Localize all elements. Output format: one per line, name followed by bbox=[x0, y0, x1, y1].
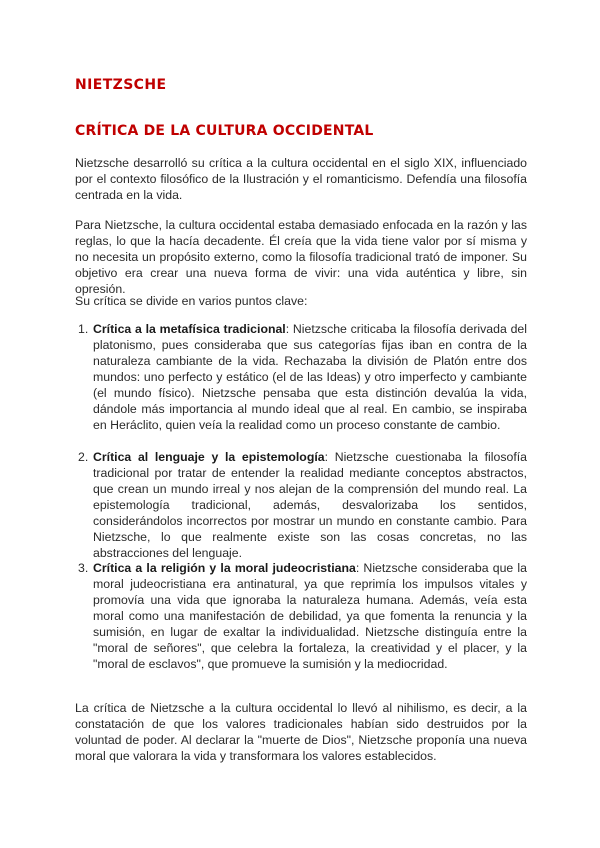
list-item-number: 1. bbox=[78, 322, 89, 336]
list-item-term: Crítica a la religión y la moral judeocristiana bbox=[93, 561, 356, 575]
list-item-number: 3. bbox=[78, 561, 89, 575]
list-item-term: Crítica a la metafísica tradicional bbox=[93, 322, 286, 336]
conclusion-paragraph: La crítica de Nietzsche a la cultura occidental lo llevó al nihilismo, es decir, a la constatación de que los valores tradicionales habían sido destruidos por la voluntad de poder. Al declarar la "muerte de Dios", Nietzsche proponía una nueva moral que valorara la vida y transformara los valores establecidos. bbox=[75, 701, 527, 763]
list-item-number: 2. bbox=[78, 450, 89, 464]
list-item-body: : Nietzsche criticaba la filosofía derivada del platonismo, pues consideraba que sus categorías fijas iban en contra de la naturaleza cambiante de la vida. Rechazaba la división de Platón entre dos mundos: uno perfecto y estático (el de las Ideas) y otro imperfecto y cambiante (el mundo físico). Nietzsche pensaba que esta distinción devalúa la vida, dándole más importancia al mundo ideal que al real. En cambio, se inspiraba en Heráclito, quien veía la realidad como un proceso constante de cambio. bbox=[93, 322, 527, 432]
list-item-text bbox=[93, 560, 527, 672]
list-item-text bbox=[93, 449, 527, 561]
document-title: NIETZSCHE bbox=[75, 77, 167, 93]
intro-paragraph: Nietzsche desarrolló su crítica a la cultura occidental en el siglo XIX, influenciado por el contexto filosófico de la Ilustración y el romanticismo. Defendía una filosofía centrada en la vida. bbox=[75, 156, 527, 202]
list-item-body: : Nietzsche consideraba que la moral judeocristiana era antinatural, ya que reprimía los impulsos vitales y promovía una vida que ignoraba la naturaleza humana. Además, veía esta moral como una manifestación de debilidad, ya que fomenta la renuncia y la sumisión, en lugar de exaltar la individualidad. Nietzsche distinguía entre la "moral de señores", que celebra la fortaleza, la creatividad y el placer, y la "moral de esclavos", que promueve la sumisión y la mediocridad. bbox=[93, 561, 527, 671]
context-paragraph: Para Nietzsche, la cultura occidental estaba demasiado enfocada en la razón y las reglas, lo que la hacía decadente. Él creía que la vida tiene valor por sí misma y no necesita un propósito externo, como la filosofía tradicional trató de imponer. Su objetivo era crear una nueva forma de vivir: una vida auténtica y libre, sin opresión. bbox=[75, 218, 527, 296]
list-item-text bbox=[93, 321, 527, 433]
list-intro-paragraph: Su crítica se divide en varios puntos clave: bbox=[75, 294, 308, 308]
section-heading: CRÍTICA DE LA CULTURA OCCIDENTAL bbox=[75, 123, 374, 139]
list-item-term: Crítica al lenguaje y la epistemología bbox=[93, 450, 325, 464]
list-item-body: : Nietzsche cuestionaba la filosofía tradicional por tratar de entender la realidad mediante conceptos abstractos, que crean un mundo irreal y nos alejan de la comprensión del mundo real. La epistemología tradicional, además, desvalorizaba los sentidos, considerándolos incorrectos por mostrar un mundo en constante cambio. Para Nietzsche, lo que realmente existe son las cosas concretas, no las abstracciones del lenguaje. bbox=[93, 450, 527, 560]
